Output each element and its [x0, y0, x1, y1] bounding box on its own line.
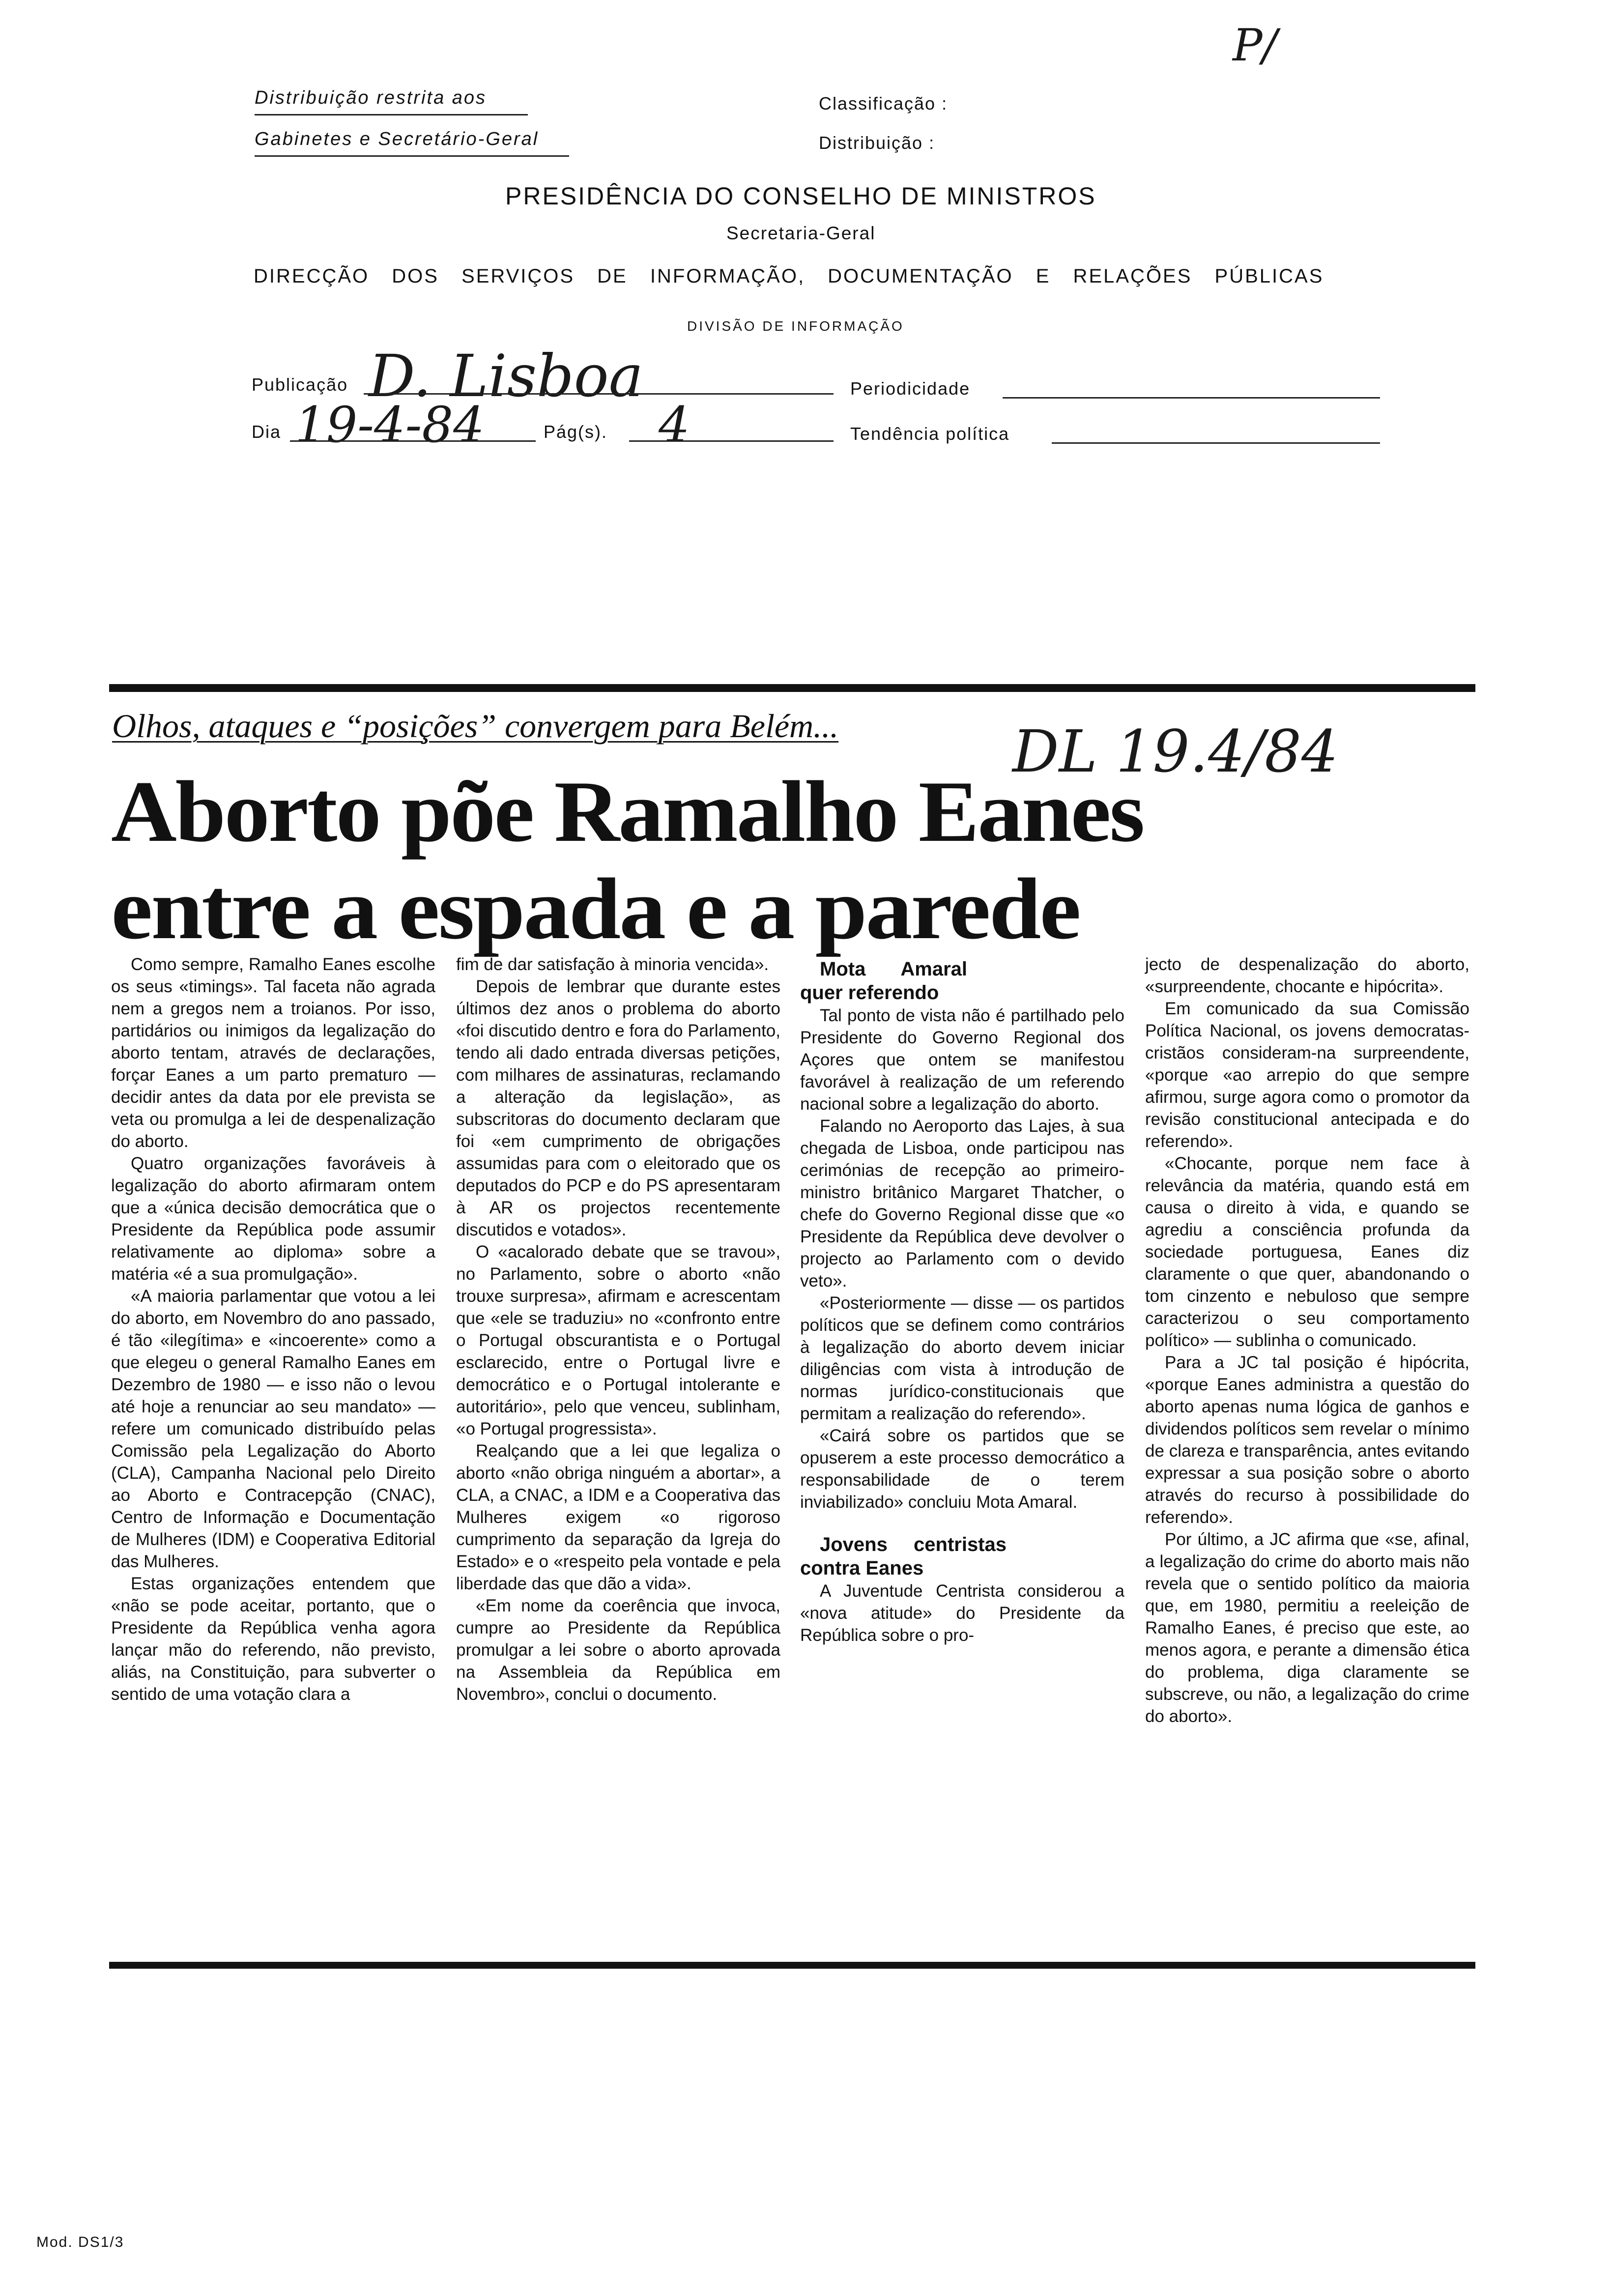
pages-fill-line — [629, 440, 834, 442]
corner-handwritten-mark: P/ — [1233, 20, 1277, 71]
article-kicker: Olhos, ataques e “posições” convergem para Belém... — [112, 707, 839, 745]
article-column-3 — [800, 957, 1124, 1646]
headline-line2: entre a espada e a parede — [111, 860, 1080, 957]
article-column-4 — [1145, 953, 1469, 1727]
pages-label: Pág(s). — [544, 422, 608, 442]
distribution-restriction-line1: Distribuição restrita aos — [255, 87, 487, 108]
day-label: Dia — [252, 422, 282, 442]
col4-paragraph: «Chocante, porque nem face à relevância da matéria, quando está em causa o direito à vida, e quando se agrediu a consciência profunda da sociedade portuguesa, Eanes diz claramente o que quer, abandonando o tom cinzento e nebuloso que sempre caracterizou o seu comportamento político» — sublinha o comunicado. — [1145, 1154, 1469, 1350]
clipping-bottom-rule — [109, 1962, 1475, 1969]
day-fill-line — [290, 440, 536, 442]
article-column-2 — [456, 953, 780, 1705]
col1-paragraph: Como sempre, Ramalho Eanes escolhe os seus «timings». Tal faceta não agrada nem a gregos nem a troianos. Por isso, partidários ou inimigos da legalização do aborto tentam, através de declarações, forçar Eanes a um parto prematuro — decidir antes da data por ele prevista se veta ou promulga a lei de despenalização do aborto. — [111, 955, 435, 1151]
subhead-mota-amaral: Mota Amaral quer referendo — [800, 958, 967, 1004]
col2-paragraph: Depois de lembrar que durante estes últimos dez anos o problema do aborto «foi discutido dentro e fora do Parlamento, tendo ali dado entrada diversas petições, com milhares de assinaturas, reclamando a alteração da legislação», as subscritoras do documento declaram que foi «em cumprimento de obrigações assumidas para com o eleitorado que os deputados do PCP e do PS apresentaram à AR os projectos recentemente discutidos e votados». — [456, 977, 780, 1239]
col3-spacer — [800, 1513, 1124, 1533]
day-value: 19-4-84 — [295, 396, 485, 454]
periodicity-label: Periodicidade — [850, 378, 971, 399]
col4-paragraph: Por último, a JC afirma que «se, afinal, a legalização do crime do aborto mais não revela que o sentido político da maioria que, em 1980, permitiu a reeleição de Ramalho Eanes, é preciso que este, ao menos agora, e perante a dimensão ética do problema, diga claramente se subscreve, ou não, a legalização do crime do aborto». — [1145, 1530, 1469, 1726]
distribution-underline-2 — [255, 155, 569, 157]
division-line: DIVISÃO DE INFORMAÇÃO — [687, 318, 904, 334]
col4-paragraph: jecto de despenalização do aborto, «surpreendente, chocante e hipócrita». — [1145, 955, 1469, 996]
political-trend-fill-line — [1052, 442, 1380, 444]
col3-paragraph: A Juventude Centrista considerou a «nova atitude» do Presidente da República sobre o pro- — [800, 1581, 1124, 1645]
subhead-jovens-centristas: Jovens centristas contra Eanes — [800, 1534, 1007, 1579]
publication-value: D. Lisboa — [369, 342, 644, 410]
col3-paragraph: «Posteriormente — disse — os partidos políticos que se definem como contrários à legalização do aborto devem iniciar diligências com vista à introdução de normas jurídico-constitucionais que permitam a realização do referendo». — [800, 1293, 1124, 1423]
clipping-top-rule — [109, 684, 1475, 692]
pages-value: 4 — [659, 396, 690, 454]
col3-paragraph: Falando no Aeroporto das Lajes, à sua chegada de Lisboa, onde participou nas cerimónias de recepção ao primeiro-ministro britânico Margaret Thatcher, o chefe do Governo Regional disse que «o Presidente da República deve devolver o projecto ao Parlamento com o devido veto». — [800, 1117, 1124, 1291]
col1-paragraph: Quatro organizações favoráveis à legalização do aborto afirmaram ontem que a «única decisão democrática que o Presidente da República pode assumir relativamente ao diploma» sobre a matéria «é a sua promulgação». — [111, 1154, 435, 1284]
col4-paragraph: Em comunicado da sua Comissão Política Nacional, os jovens democratas-cristãos consideram-na surpreendente, «porque «ao arrepio do que sempre afirmou, surge agora como o promotor da revisão constitucional antecipada e do referendo». — [1145, 999, 1469, 1151]
handwritten-reference: DL 19.4/84 — [1012, 718, 1339, 785]
political-trend-label: Tendência política — [850, 424, 1010, 444]
publication-fill-line — [364, 393, 834, 395]
distribution-label: Distribuição : — [819, 133, 935, 153]
col1-paragraph: Estas organizações entendem que «não se pode aceitar, portanto, que o Presidente da República venha agora lançar mão do referendo, não previsto, aliás, na Constituição, para subverter o sentido de uma votação clara a — [111, 1574, 435, 1704]
col1-paragraph: «A maioria parlamentar que votou a lei do aborto, em Novembro do ano passado, é tão «ilegítima» e «incoerente» como a que elegeu o general Ramalho Eanes em Dezembro de 1980 — e isso não o levou até hoje a renunciar ao seu mandato» — refere um comunicado distribuído pelas Comissão pela Legalização do Aborto (CLA), Campanha Nacional pelo Direito ao Aborto e Contracepção (CNAC), Centro de Informação e Documentação de Mulheres (IDM) e Cooperativa Editorial das Mulheres. — [111, 1287, 435, 1571]
headline-line1: Aborto põe Ramalho Eanes — [111, 763, 1144, 860]
office-title: PRESIDÊNCIA DO CONSELHO DE MINISTROS — [505, 182, 1096, 210]
distribution-restriction-line2: Gabinetes e Secretário-Geral — [255, 129, 539, 149]
office-subtitle: Secretaria-Geral — [726, 223, 876, 243]
col2-paragraph: «Em nome da coerência que invoca, cumpre ao Presidente da República promulgar a lei sobre o aborto aprovada na Assembleia da República em Novembro», conclui o documento. — [456, 1596, 780, 1704]
article-column-1 — [111, 953, 435, 1705]
form-model-code: Mod. DS1/3 — [36, 2234, 124, 2250]
publication-label: Publicação — [252, 374, 348, 395]
col3-paragraph: «Cairá sobre os partidos que se opuserem a este processo democrático a responsabilidade de o terem inviabilizado» concluiu Mota Amaral. — [800, 1426, 1124, 1512]
col2-paragraph: O «acalorado debate que se travou», no Parlamento, sobre o aborto «não trouxe surpresa», afirmam e acrescentam que «ele se traduziu» no «confronto entre o Portugal obscurantista e o Portugal esclarecido, entre o Portugal livre e democrático e o Portugal intolerante e autoritário», pelo que venceu, sublinham, «o Portugal progressista». — [456, 1242, 780, 1438]
col3-paragraph: Tal ponto de vista não é partilhado pelo Presidente do Governo Regional dos Açores que ontem se manifestou favorável à realização de um referendo nacional sobre a legalização do aborto. — [800, 1006, 1124, 1114]
classification-label: Classificação : — [819, 93, 948, 114]
col2-paragraph: Realçando que a lei que legaliza o aborto «não obriga ninguém a abortar», a CLA, a CNAC, a IDM e a Cooperativa das Mulheres exigem «o rigoroso cumprimento da separação da Igreja do Estado» e o «respeito pela vontade e pela liberdade das que dão a vida». — [456, 1441, 780, 1593]
periodicity-fill-line — [1003, 397, 1380, 399]
col4-paragraph: Para a JC tal posição é hipócrita, «porque Eanes administra a questão do aborto apenas numa lógica de ganhos e dividendos políticos sem revelar o mínimo de clareza e transparência, antes evitando expressar a sua posição sobre o aborto através do recurso à possibilidade do referendo». — [1145, 1353, 1469, 1527]
distribution-underline-1 — [255, 114, 528, 115]
directorate-line: DIRECÇÃO DOS SERVIÇOS DE INFORMAÇÃO, DOCUMENTAÇÃO E RELAÇÕES PÚBLICAS — [254, 265, 1324, 287]
col2-paragraph: fim de dar satisfação à minoria vencida». — [456, 955, 769, 974]
